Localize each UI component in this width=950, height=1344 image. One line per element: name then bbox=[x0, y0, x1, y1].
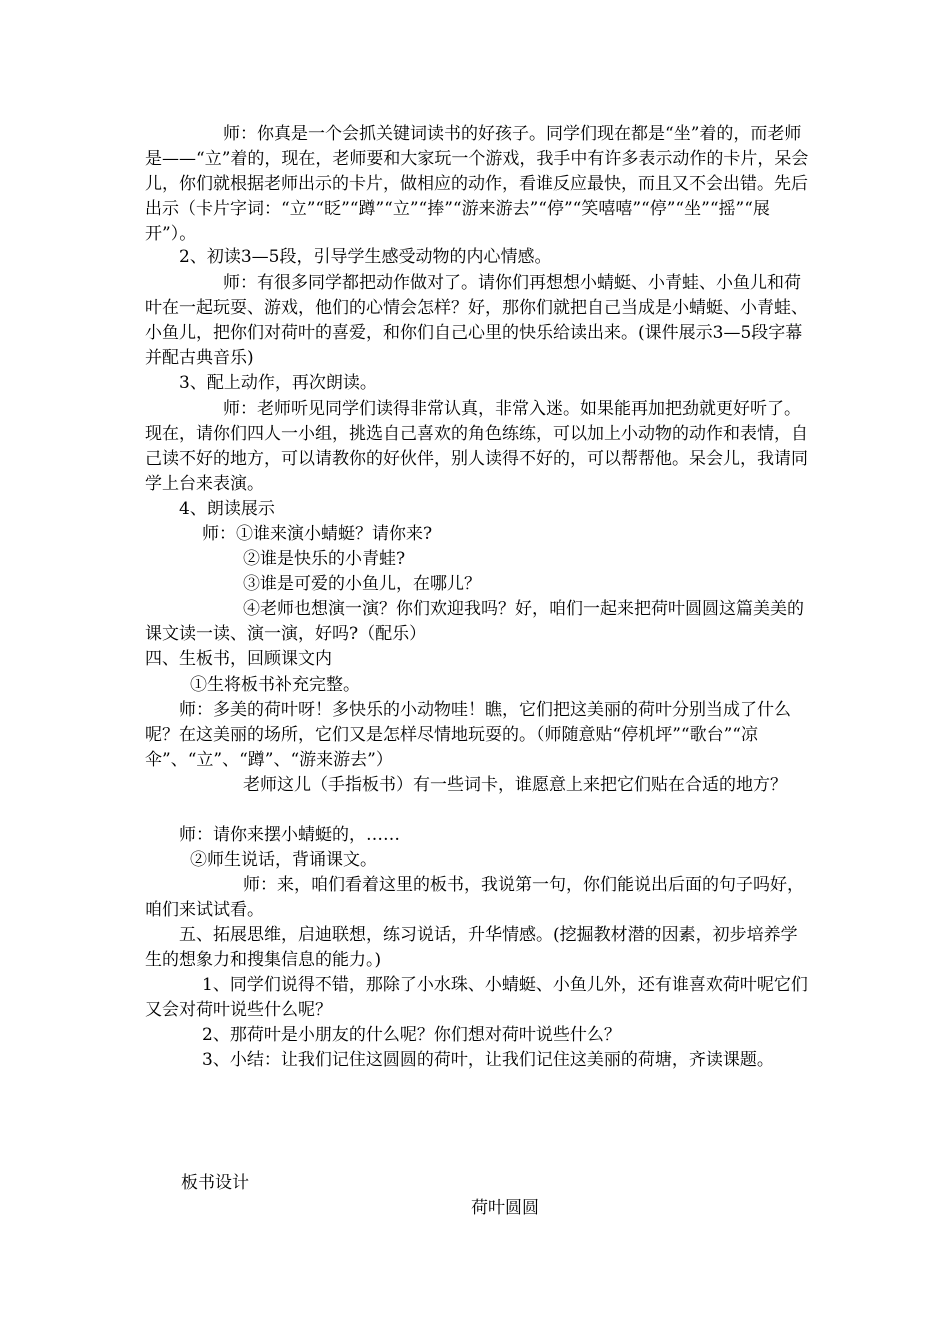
paragraph-teacher-lotus: 师：多美的荷叶呀！多快乐的小动物哇！瞧，它们把这美丽的荷叶分别当成了什么呢？在这美丽的场所，它们又是怎样尽情地玩耍的。（师随意贴“停机坪”“歌台”“凉伞”、“立”、“蹲”、“游来游去”） bbox=[145, 700, 791, 770]
paragraph-teacher-feelings: 师：有很多同学都把动作做对了。请你们再想想小蜻蜓、小青蛙、小鱼儿和荷叶在一起玩耍、游戏，他们的心情会怎样？好，那你们就把自己当成是小蜻蜓、小青蛙、小鱼儿，把你们对荷叶的喜爱，和你们自己心里的快乐给读出来。(课件展示3—5段字幕并配古典音乐) bbox=[145, 273, 808, 368]
paragraph-board-complete: ①生将板书补充完整。 bbox=[190, 675, 360, 695]
paragraph-step-4: 4、朗读展示 bbox=[179, 499, 275, 519]
paragraph-reading-4: ④老师也想演一演？你们欢迎我吗？好，咱们一起来把荷叶圆圆这篇美美的课文读一读、演一演，好吗?（配乐） bbox=[145, 599, 804, 644]
paragraph-teacher-keywords: 师：你真是一个会抓关键词读书的好孩子。同学们现在都是“坐”着的，而老师是——“立”着的，现在，老师要和大家玩一个游戏，我手中有许多表示动作的卡片，呆会儿，你们就根据老师出示的卡片，做相应的动作，看谁反应最快，而且又不会出错。先后出示（卡片字词：“立”“眨”“蹲”“立”“捧”“游来游去”“停”“笑嘻嘻”“停”“坐”“摇”“展开”）。 bbox=[145, 124, 809, 244]
paragraph-step-3: 3、配上动作，再次朗读。 bbox=[179, 373, 377, 393]
paragraph-section-5: 五、拓展思维，启迪联想，练习说话，升华情感。(挖掘教材潜的因素，初步培养学生的想象力和搜集信息的能力。) bbox=[145, 925, 798, 970]
paragraph-dragonfly: 师：请你来摆小蜻蜓的，…… bbox=[179, 825, 400, 845]
paragraph-recite: ②师生说话，背诵课文。 bbox=[190, 850, 377, 870]
paragraph-extend-1: 1、同学们说得不错，那除了小水珠、小蜻蜓、小鱼儿外，还有谁喜欢荷叶呢它们又会对荷叶说些什么呢？ bbox=[145, 975, 808, 1020]
paragraph-extend-2: 2、那荷叶是小朋友的什么呢？你们想对荷叶说些什么？ bbox=[202, 1025, 621, 1045]
paragraph-step-2: 2、初读3—5段，引导学生感受动物的内心情感。 bbox=[179, 247, 552, 267]
paragraph-teacher-groups: 师：老师听见同学们读得非常认真，非常入迷。如果能再加把劲就更好听了。现在，请你们四人一小组，挑选自己喜欢的角色练练，可以加上小动物的动作和表情，自己读不好的地方，可以请教你的好伙伴，别人读得不好的，可以帮帮他。呆会儿，我请同学上台来表演。 bbox=[145, 399, 808, 494]
paragraph-teacher-board: 师：来，咱们看着这里的板书，我说第一句，你们能说出后面的句子吗好，咱们来试试看。 bbox=[145, 875, 804, 920]
paragraph-section-4: 四、生板书，回顾课文内 bbox=[145, 649, 332, 669]
paragraph-summary: 3、小结：让我们记住这圆圆的荷叶，让我们记住这美丽的荷塘，齐读课题。 bbox=[202, 1050, 774, 1070]
board-title: 荷叶圆圆 bbox=[471, 1198, 539, 1218]
paragraph-reading-2: ②谁是快乐的小青蛙? bbox=[243, 549, 406, 569]
board-design-heading: 板书设计 bbox=[181, 1173, 249, 1193]
paragraph-reading-1: 师：①谁来演小蜻蜓？请你来? bbox=[202, 524, 433, 544]
paragraph-reading-3: ③谁是可爱的小鱼儿，在哪儿？ bbox=[243, 574, 481, 594]
paragraph-word-cards: 老师这儿（手指板书）有一些词卡，谁愿意上来把它们贴在合适的地方？ bbox=[243, 775, 787, 795]
